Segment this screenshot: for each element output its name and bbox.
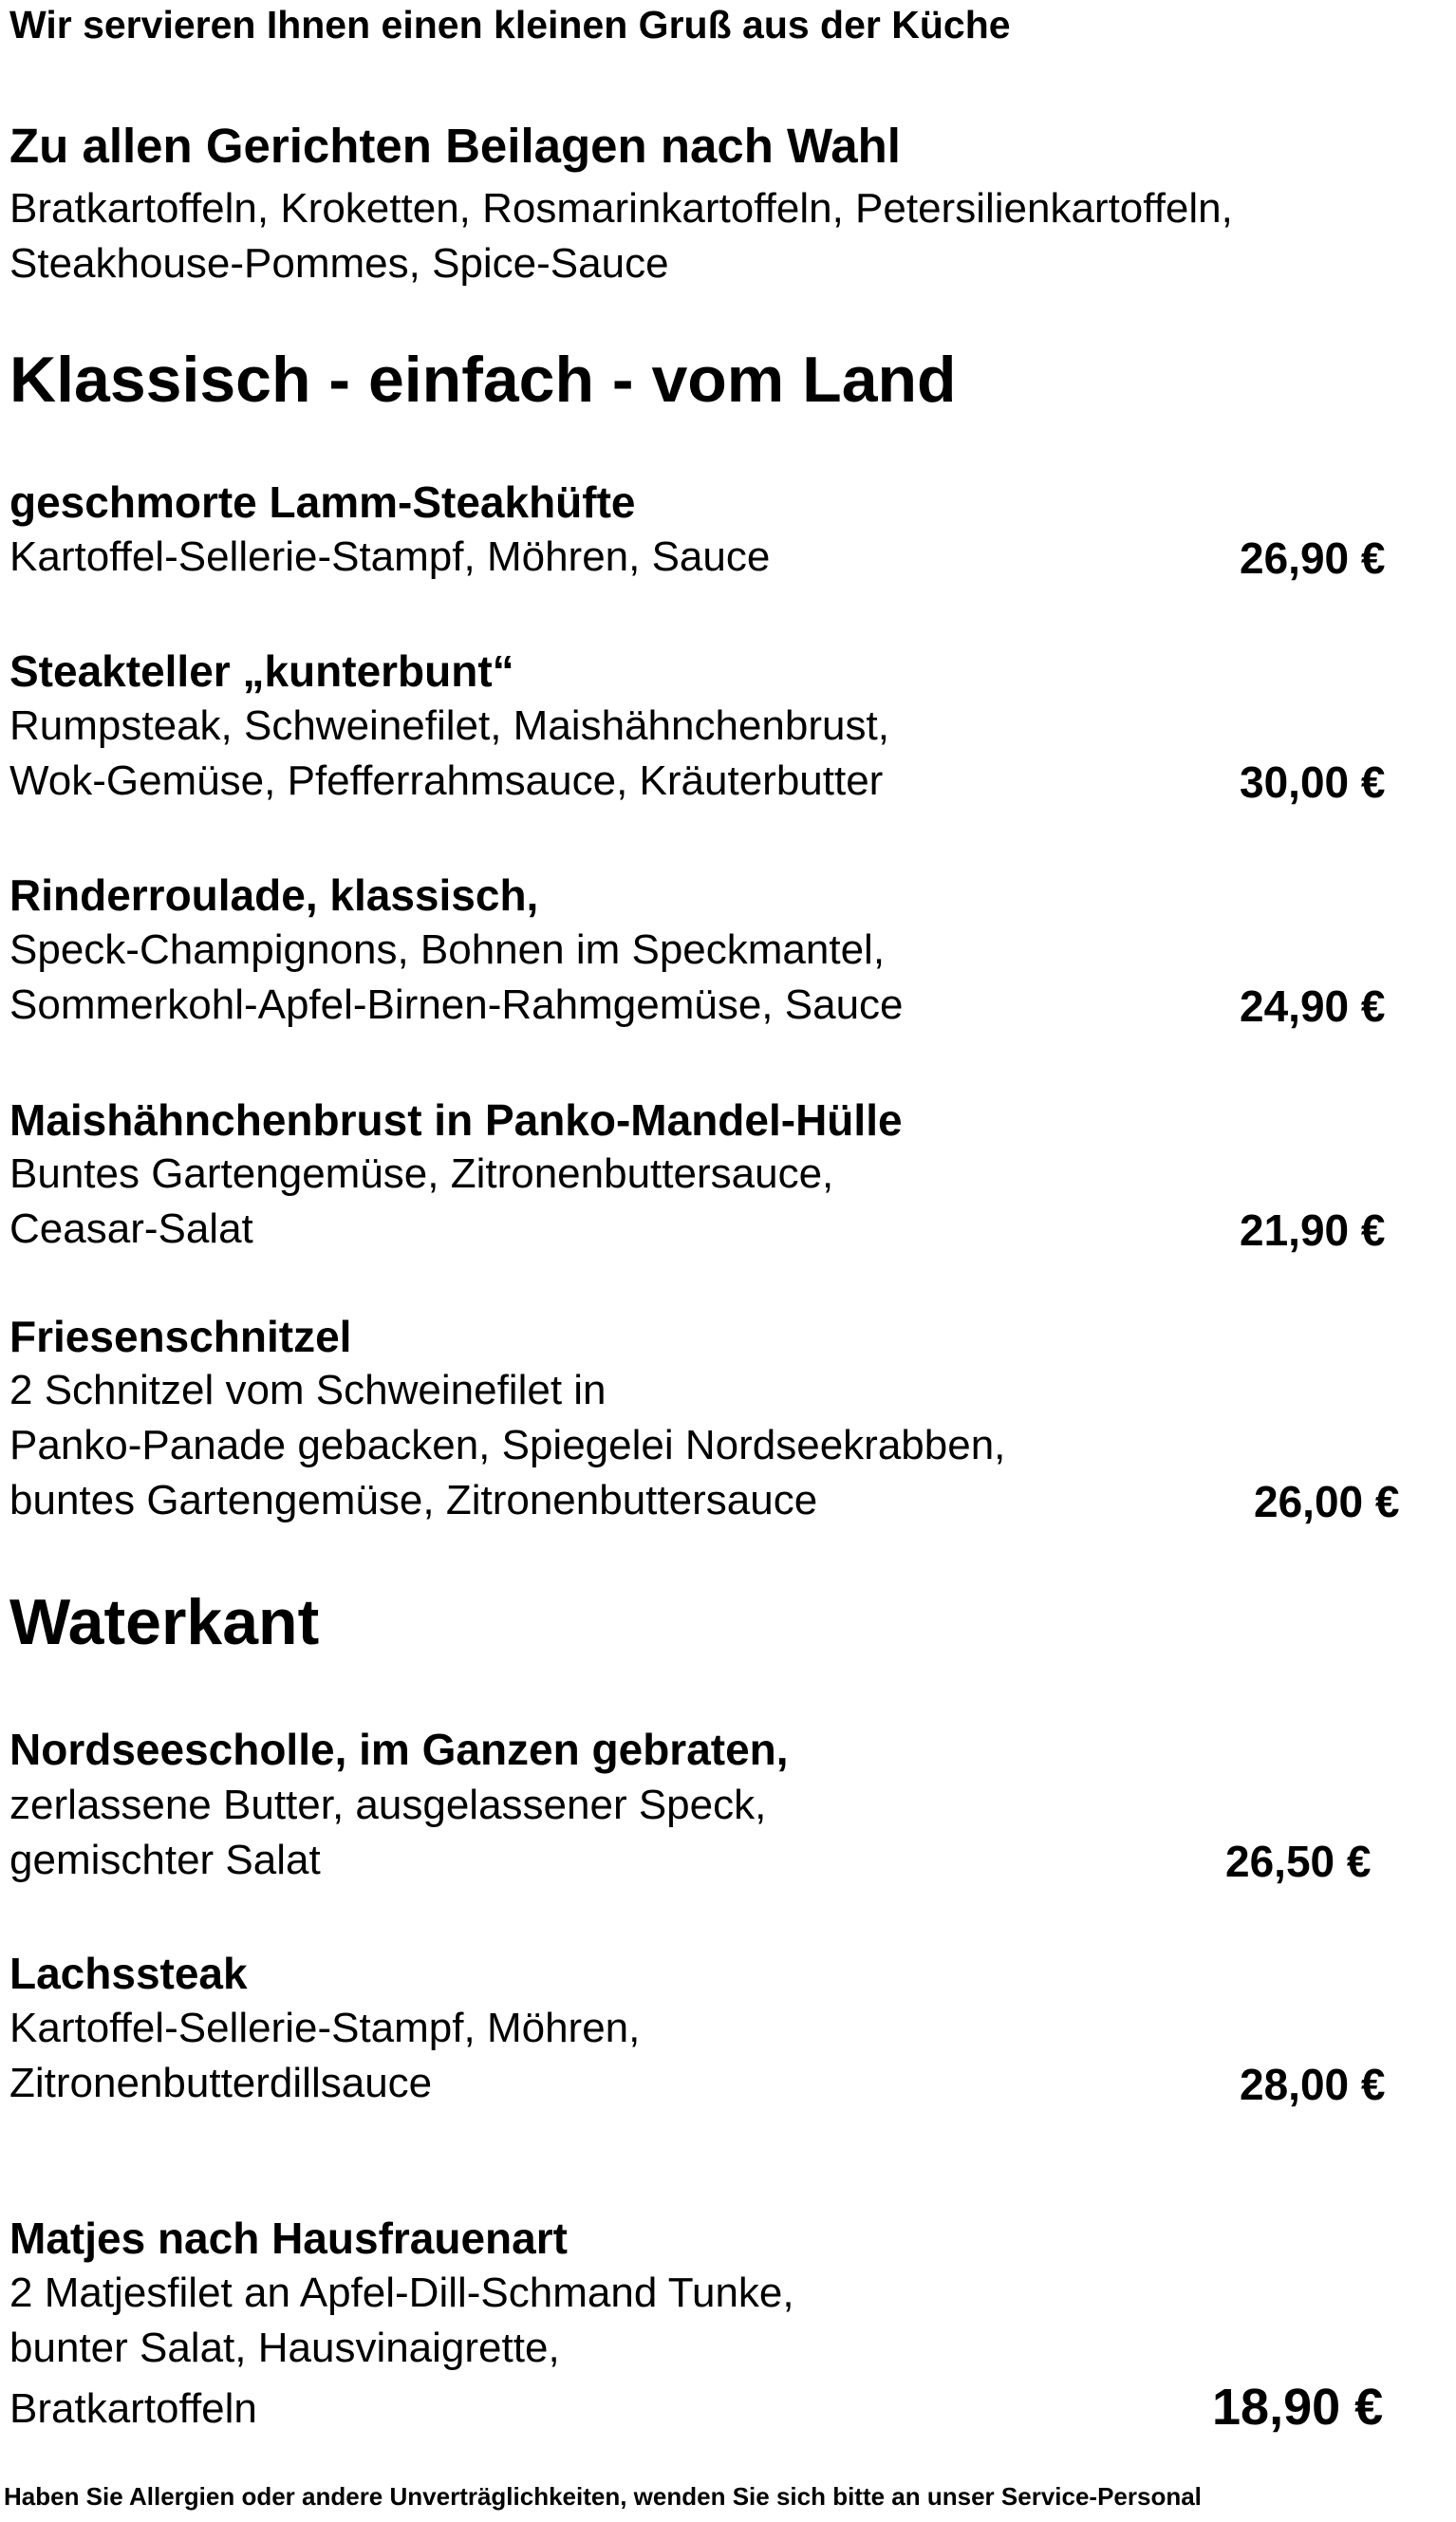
section-title-waterkant: Waterkant <box>9 1586 320 1658</box>
dish-price: 26,00 € <box>1254 1477 1400 1526</box>
dish-name: Rinderroulade, klassisch, <box>9 870 539 920</box>
dish-description: Kartoffel-Sellerie-Stampf, Möhren, Sauce <box>9 533 771 580</box>
dish-name: Steakteller „kunterbunt“ <box>9 646 514 696</box>
dish-name: Maishähnchenbrust in Panko-Mandel-Hülle <box>9 1095 903 1145</box>
dish-name: Lachssteak <box>9 1949 248 1998</box>
dish-price: 26,90 € <box>1240 533 1386 583</box>
dish-description: Wok-Gemüse, Pfefferrahmsauce, Kräuterbutter <box>9 757 884 804</box>
dish-description: Sommerkohl-Apfel-Birnen-Rahmgemüse, Sauce <box>9 981 904 1028</box>
sides-line: Bratkartoffeln, Kroketten, Rosmarinkartoffeln, Petersilienkartoffeln, <box>9 185 1233 232</box>
greeting: Wir servieren Ihnen einen kleinen Gruß aus der Küche <box>9 3 1011 47</box>
dish-name: Friesenschnitzel <box>9 1312 352 1361</box>
dish-description: bunter Salat, Hausvinaigrette, <box>9 2325 560 2371</box>
dish-description: Panko-Panade gebacken, Spiegelei Nordseekrabben, <box>9 1422 1006 1468</box>
dish-description: Zitronenbutterdillsauce <box>9 2060 433 2106</box>
dish-description: Buntes Gartengemüse, Zitronenbuttersauce, <box>9 1150 834 1197</box>
dish-price: 18,90 € <box>1212 2379 1384 2436</box>
dish-description: 2 Matjesfilet an Apfel-Dill-Schmand Tunke, <box>9 2270 794 2316</box>
dish-price: 28,00 € <box>1240 2060 1386 2109</box>
dish-description: Rumpsteak, Schweinefilet, Maishähnchenbrust, <box>9 702 889 749</box>
dish-name: geschmorte Lamm-Steakhüfte <box>9 477 636 527</box>
dish-price: 30,00 € <box>1240 757 1386 807</box>
dish-name: Nordseescholle, im Ganzen gebraten, <box>9 1725 789 1774</box>
dish-description: Speck-Champignons, Bohnen im Speckmantel, <box>9 926 886 973</box>
dish-description: buntes Gartengemüse, Zitronenbuttersauce <box>9 1477 818 1523</box>
dish-description: Ceasar-Salat <box>9 1205 253 1252</box>
dish-price: 21,90 € <box>1240 1205 1386 1255</box>
sides-line: Steakhouse-Pommes, Spice-Sauce <box>9 240 669 287</box>
section-title-klassisch: Klassisch - einfach - vom Land <box>9 344 957 416</box>
dish-description: zerlassene Butter, ausgelassener Speck, <box>9 1782 767 1828</box>
dish-price: 24,90 € <box>1240 981 1386 1031</box>
dish-description: gemischter Salat <box>9 1837 321 1883</box>
dish-name: Matjes nach Hausfrauenart <box>9 2214 568 2263</box>
dish-description: Kartoffel-Sellerie-Stampf, Möhren, <box>9 2005 641 2051</box>
allergy-notice: Haben Sie Allergien oder andere Unverträglichkeiten, wenden Sie sich bitte an unser Service-Personal <box>4 2482 1202 2511</box>
dish-description: 2 Schnitzel vom Schweinefilet in <box>9 1367 607 1413</box>
dish-price: 26,50 € <box>1225 1837 1372 1886</box>
sides-title: Zu allen Gerichten Beilagen nach Wahl <box>9 119 901 173</box>
dish-description: Bratkartoffeln <box>9 2385 257 2432</box>
